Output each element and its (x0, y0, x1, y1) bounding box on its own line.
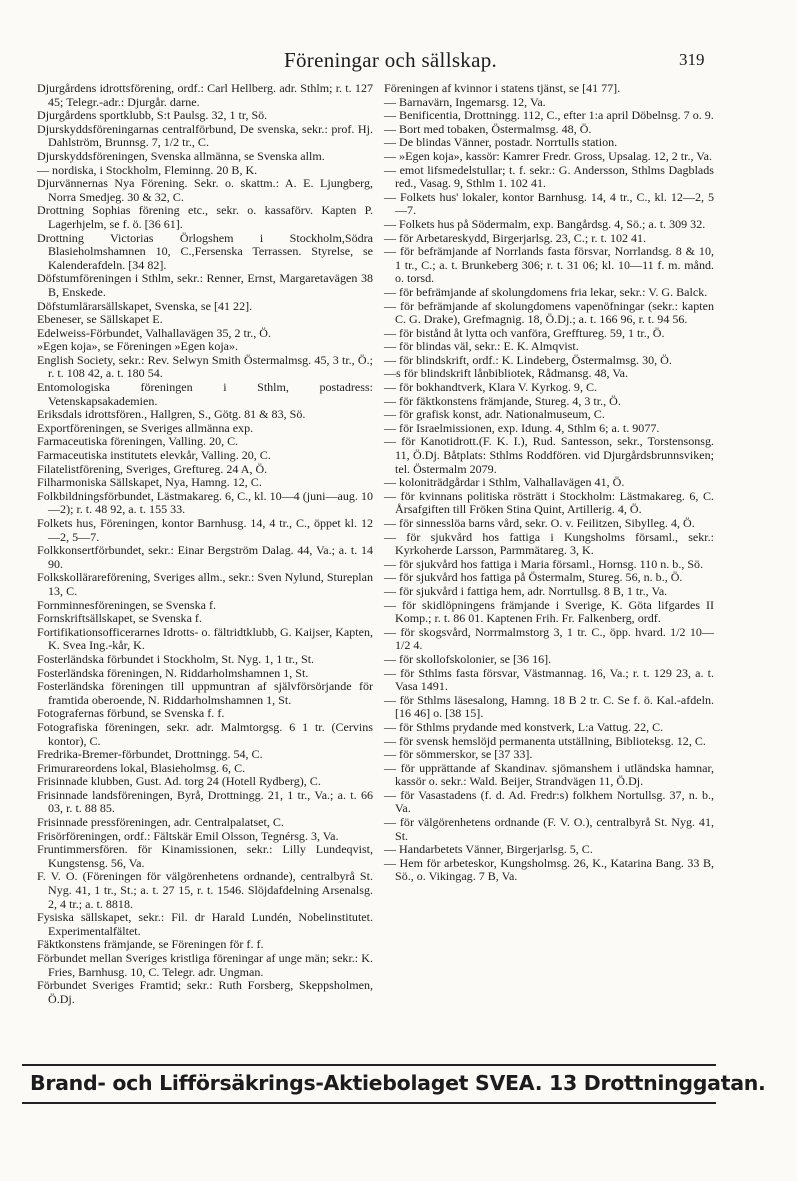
directory-entry: Fysiska sällskapet, sekr.: Fil. dr Harald Lundén, Nobelinstitutet. Experimentalfältet. (37, 910, 373, 938)
directory-entry: Djurskyddsföreningen, Svenska allmänna, se Svenska allm. (37, 148, 325, 163)
left-column (37, 82, 373, 1006)
directory-entry: Fosterländska föreningen till uppmuntran af självförsörjande för framtida oberoende, N. Riddarholmshamnen 1, St. (37, 679, 373, 707)
directory-entry: — för skidlöpningens främjande i Sverige, K. Göta lifgardes II Komp.; r. t. 86 01. Kaptenen Frih. Fr. Falkenberg, ordf. (384, 597, 714, 626)
directory-entry: Ebeneser, se Sällskapet E. (37, 312, 163, 327)
directory-entry: — De blindas Vänner, postadr. Norrtulls station. (384, 135, 618, 150)
directory-entry: — för blindskrift, ordf.: K. Lindeberg, Östermalmsg. 30, Ö. (384, 352, 672, 367)
directory-entry: — Folkets hus' lokaler, kontor Barnhusg. 14, 4 tr., C., kl. 12—2, 5—7. (384, 189, 714, 218)
directory-entry: Fosterländska föreningen, N. Riddarholmshamnen 1, St. (37, 665, 309, 680)
directory-entry: — för befrämjande af skolungdomens vapenöfningar (sekr.: kapten C. G. Drake), Grefmagnig. 18, Ö.Dj.; a. t. 166 96, r. t. 94 56. (384, 298, 714, 327)
directory-entry: Folkbildningsförbundet, Lästmakareg. 6, C., kl. 10—4 (juni—aug. 10—2); r. t. 48 92, a. t. 155 33. (37, 488, 373, 517)
directory-entry: — för välgörenhetens ordnande (F. V. O.), centralbyrå St. Nyg. 41, St. (384, 815, 714, 843)
directory-entry: — för sjukvård hos fattiga i Maria församl., Hornsg. 110 n. b., Sö. (384, 556, 704, 571)
directory-entry: Folkets hus, Föreningen, kontor Barnhusg. 14, 4 tr., C., öppet kl. 12—2, 5—7. (37, 516, 373, 544)
page-title: Föreningar och sällskap. (284, 48, 498, 72)
directory-entry: — för befrämjande af Norrlands fasta försvar, Norrlandsg. 8 & 10, 1 tr., C.; a. t. Brunkeberg 306; r. t. 31 06; kl. 10—11 f. m. månd. o. torsd. (384, 244, 714, 286)
directory-entry: — nordiska, i Stockholm, Fleminng. 20 B, K. (37, 162, 258, 177)
directory-entry: — för kvinnans politiska rösträtt i Stockholm: Lästmakareg. 6, C. Årsafgiften till Fröken Stina Quint, Artillerig. 4, Ö. (384, 488, 714, 517)
footer-advertisement (22, 1064, 766, 1104)
directory-entry: Filatelistförening, Sveriges, Greftureg. 24 A, Ö. (37, 461, 268, 476)
directory-entry: Folkskollärareförening, Sveriges allm., sekr.: Sven Nylund, Stureplan 13, C. (37, 570, 373, 598)
directory-entry: — för Sthlms fasta försvar, Västmannag. 16, Va.; r. t. 129 23, a. t. Vasa 1491. (384, 665, 714, 694)
directory-entry: Eriksdals idrottsfören., Hallgren, S., Götg. 81 & 83, Sö. (37, 407, 306, 422)
footer-banner-text: Brand- och Lifförsäkrings-Aktiebolaget SVEA. 13 Drottninggatan. (30, 1071, 766, 1095)
directory-entry: — för svensk hemslöjd permanenta utställning, Biblioteksg. 12, C. (384, 733, 706, 748)
directory-entry: Frisinnade pressföreningen, adr. Centralpalatset, C. (37, 815, 284, 830)
directory-entry: — för sömmerskor, se [37 33]. (384, 747, 533, 762)
page-number: 319 (679, 50, 705, 69)
directory-entry: — för Israelmissionen, exp. Idung. 4, Sthlm 6; a. t. 9077. (384, 420, 660, 435)
directory-entry: — för sjukvård i fattiga hem, adr. Norrtullsg. 8 B, 1 tr., Va. (384, 583, 668, 598)
directory-entry: Förbundet mellan Sveriges kristliga föreningar af unge män; sekr.: K. Fries, Barnhusg. 10, C. Telegr. adr. Ungman. (37, 951, 373, 979)
directory-entry: — för bokhandtverk, Klara V. Kyrkog. 9, C. (384, 380, 598, 395)
directory-entry: — för Arbetareskydd, Birgerjarlsg. 23, C.; r. t. 102 41. (384, 230, 647, 245)
directory-entry: — för upprättande af Skandinav. sjömanshem i utländska hamnar, kassör o. sekr.: Wald. Beijer, Strandvägen 11, Ö.Dj. (384, 760, 714, 789)
directory-entry: Frimurareordens lokal, Blasieholmsg. 6, C. (37, 760, 246, 775)
directory-entry: — Bort med tobaken, Östermalmsg. 48, Ö. (384, 121, 592, 136)
directory-entry: Djurvännernas Nya Förening. Sekr. o. skattm.: A. E. Ljungberg, Norra Smedjeg. 30 & 32, C. (37, 176, 373, 204)
directory-entry: Fruntimmersfören. för Kinamissionen, sekr.: Lilly Lundeqvist, Kungstensg. 56, Va. (37, 842, 373, 870)
directory-entry: Fosterländska förbundet i Stockholm, St. Nyg. 1, 1 tr., St. (37, 651, 315, 666)
directory-entry: Farmaceutiska föreningen, Valling. 20, C. (37, 434, 239, 449)
directory-entry: — Barnavärn, Ingemarsg. 12, Va. (384, 94, 546, 109)
directory-entry: Frisörföreningen, ordf.: Fältskär Emil Olsson, Tegnérsg. 3, Va. (37, 828, 339, 843)
directory-entry: — »Egen koja», kassör: Kamrer Fredr. Gross, Upsalag. 12, 2 tr., Va. (384, 148, 713, 163)
directory-entry: Edelweiss-Förbundet, Valhallavägen 35, 2 tr., Ö. (37, 325, 271, 340)
directory-entry: — för skollofskolonier, se [36 16]. (384, 651, 552, 666)
directory-entry: Förbundet Sveriges Framtid; sekr.: Ruth Forsberg, Skeppsholmen, Ö.Dj. (37, 978, 373, 1006)
directory-entry: English Society, sekr.: Rev. Selwyn Smith Östermalmsg. 45, 3 tr., Ö.; r. t. 108 42, a. t. 180 54. (37, 352, 373, 381)
directory-entry: Fotografernas förbund, se Svenska f. f. (37, 706, 225, 721)
directory-entry: — för skogsvård, Norrmalmstorg 3, 1 tr. C., öpp. hvard. 1/2 10—1/2 4. (384, 624, 714, 653)
directory-entry: Föreningen af kvinnor i statens tjänst, se [41 77]. (384, 81, 621, 95)
page-header (24, 44, 724, 74)
directory-entry: — Benificentia, Drottningg. 112, C., efter 1:a april Döbelnsg. 7 o. 9. (384, 108, 714, 123)
directory-entry: Exportföreningen, se Sveriges allmänna exp. (37, 420, 254, 435)
directory-entry: — för fäktkonstens främjande, Stureg. 4, 3 tr., Ö. (384, 393, 621, 408)
directory-entry: Folkkonsertförbundet, sekr.: Einar Bergström Dalag. 44, Va.; a. t. 14 90. (37, 543, 373, 571)
directory-entry: — för bistånd åt lytta och vanföra, Grefftureg. 59, 1 tr., Ö. (384, 325, 665, 340)
directory-entry: Frisinnade landsföreningen, Byrå, Drottningg. 21, 1 tr., Va.; a. t. 66 03, r. t. 88 85. (37, 787, 373, 816)
directory-entry: —s för blindskrift lånbibliotek, Rådmansg. 48, Va. (384, 366, 629, 381)
directory-entry: — för sinnesslöa barns vård, sekr. O. v. Feilitzen, Sibylleg. 4, Ö. (384, 516, 695, 530)
directory-entry: — för sjukvård hos fattiga på Östermalm, Stureg. 56, n. b., Ö. (384, 570, 683, 585)
directory-entry: — emot lifsmedelstullar; t. f. sekr.: G. Andersson, Sthlms Dagblads red., Vasag. 9, Sthlm 1. 102 41. (384, 162, 714, 191)
directory-entry: F. V. O. (Föreningen för välgörenhetens ordnande), centralbyrå St. Nyg. 41, 1 tr., St.; a. t. 27 15, r. t. 1546. Slöjdafdelning Arsenalsg. 2, 4 tr.; a. t. 8818. (37, 869, 373, 911)
directory-entry: — för Kanotidrott.(F. K. I.), Rud. Santesson, sekr., Torstensonsg. 11, Ö.Dj. Båtplats: Sthlms Roddfören. vid Djurgårdsbrunnsviken; tel. Östermalm 2079. (384, 434, 714, 476)
directory-entry: Filharmoniska Sällskapet, Nya, Hamng. 12, C. (37, 475, 262, 490)
directory-entry: »Egen koja», se Föreningen »Egen koja». (37, 339, 239, 354)
directory-entry: — för grafisk konst, adr. Nationalmuseum, C. (384, 407, 605, 422)
directory-entry: Döfstumföreningen i Sthlm, sekr.: Renner, Ernst, Margaretavägen 38 B, Enskede. (37, 271, 373, 299)
directory-entry: — Handarbetets Vänner, Birgerjarlsg. 5, C. (384, 842, 593, 857)
directory-entry: — för befrämjande af skolungdomens fria lekar, sekr.: V. G. Balck. (384, 284, 708, 299)
directory-entry: Fäktkonstens främjande, se Föreningen för f. f. (37, 937, 264, 952)
directory-entry: Djurgårdens sportklubb, S:t Paulsg. 32, 1 tr, Sö. (37, 108, 268, 123)
directory-entry: — koloniträdgårdar i Sthlm, Valhallavägen 41, Ö. (384, 475, 625, 490)
directory-entry: — för sjukvård hos fattiga i Kungsholms församl., sekr.: Kyrkoherde Larsson, Parmmätareg. 3, K. (384, 529, 714, 558)
directory-entry: Fornskriftsällskapet, se Svenska f. (37, 611, 202, 626)
directory-entry: — för Sthlms prydande med konstverk, L:a Vattug. 22, C. (384, 719, 664, 734)
directory-entry: Djurgårdens idrottsförening, ordf.: Carl Hellberg. adr. Sthlm; r. t. 127 45; Telegr.-adr.: Djurgår. darne. (37, 81, 373, 109)
directory-entry: Fortifikationsofficerarnes Idrotts- o. fältridtklubb, G. Kaijser, Kapten, K. Svea Ing.-kår, K. (37, 624, 373, 653)
directory-entry: — Hem för arbeteskor, Kungsholmsg. 26, K., Katarina Bang. 33 B, Sö., o. Vikingag. 7 B, Va. (384, 855, 714, 884)
directory-entry: Farmaceutiska institutets elevkår, Valling. 20, C. (37, 448, 271, 463)
directory-entry: Entomologiska föreningen i Sthlm, postadress: Vetenskapsakademien. (37, 380, 373, 408)
directory-entry: Frisinnade klubben, Gust. Ad. torg 24 (Hotell Rydberg), C. (37, 774, 321, 789)
directory-entry: Drottning Victorias Örlogshem i Stockholm,Södra Blasieholmshamnen 10, C.,Fersenska Terrassen. Styrelse, se Kalenderafdeln. [34 82]. (37, 230, 373, 272)
directory-entry: Fotografiska föreningen, sekr. adr. Malmtorgsg. 6 1 tr. (Cervins kontor), C. (37, 719, 373, 748)
directory-entry: Djurskyddsföreningarnas centralförbund, De svenska, sekr.: prof. Hj. Dahlström, Brunnsg. 7, 1/2 tr., C. (37, 121, 373, 150)
directory-entry: Döfstumlärarsällskapet, Svenska, se [41 22]. (37, 298, 253, 313)
directory-entry: Fredrika-Bremer-förbundet, Drottningg. 54, C. (37, 747, 263, 762)
directory-entry: — för blindas väl, sekr.: E. K. Almqvist. (384, 339, 579, 354)
directory-entry: — Folkets hus på Södermalm, exp. Bangårdsg. 4, Sö.; a. t. 309 32. (384, 216, 706, 231)
directory-entry: — för Vasastadens (f. d. Ad. Fredr:s) folkhem Nortullsg. 37, n. b., Va. (384, 787, 714, 816)
directory-entry: Fornminnesföreningen, se Svenska f. (37, 597, 216, 612)
directory-entry: — för Sthlms läsesalong, Hamng. 18 B 2 tr. C. Se f. ö. Kal.-afdeln. [16 46] o. [38 15]. (384, 692, 714, 721)
right-column (384, 82, 714, 884)
directory-entry: Drottning Sophias förening etc., sekr. o. kassaförv. Kapten P. Lagerhjelm, se f. ö. [36 61]. (37, 203, 373, 231)
